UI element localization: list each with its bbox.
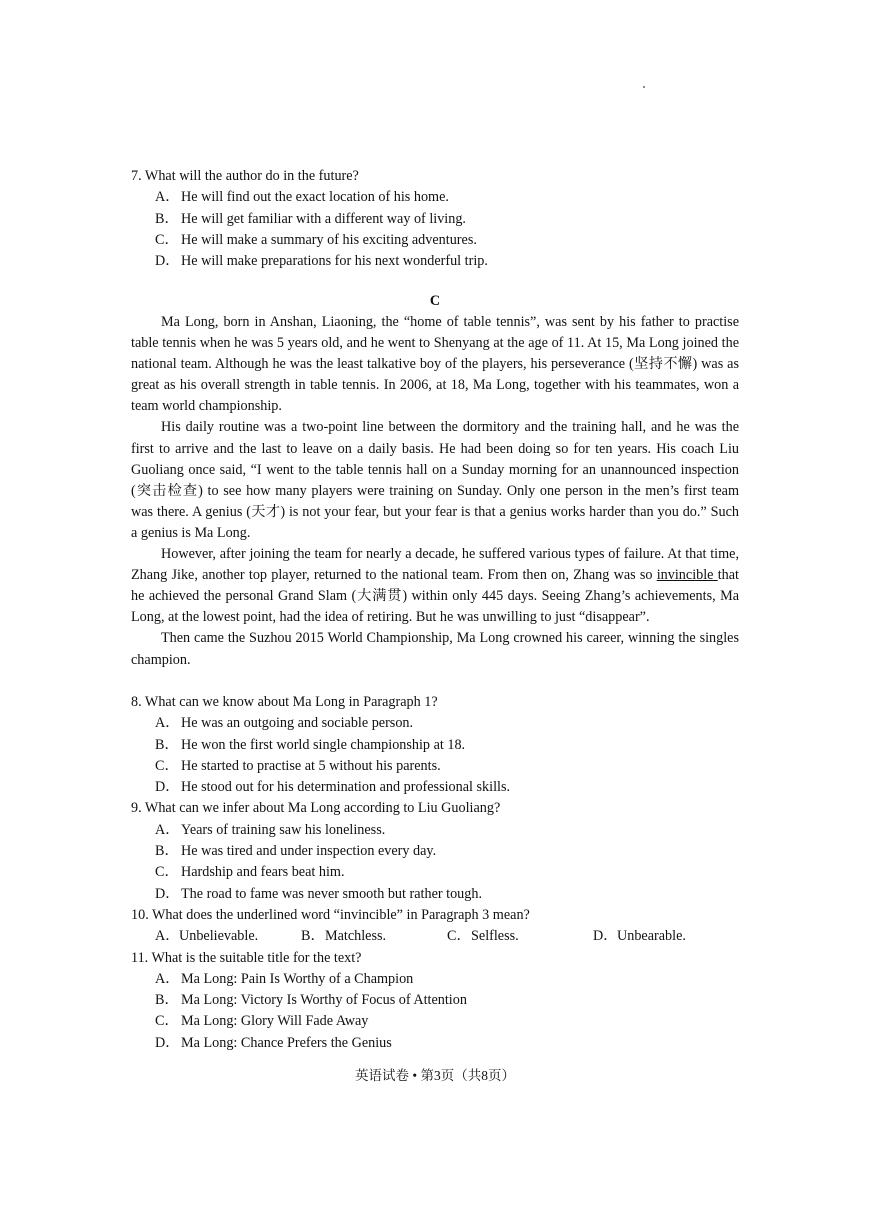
underlined-word-invincible: invincible [656, 567, 718, 584]
passage-paragraph-2: His daily routine was a two-point line between the dormitory and the training hall, and he was the first to arrive and the last to leave on a daily basis. He had been doing so for ten years. His coach Liu Guoliang once said, “I went to the table tennis hall on a Sunday morning for an unannounced inspection (突击检查) to see how many players were training on Sunday. Only one person in the men’s first team was there. A genius (天才) is not your fear, but your fear is that a genius works harder than you do.” Such a genius is Ma Long. [131, 419, 739, 541]
question-10-option-b: B．Matchless. [301, 928, 387, 945]
questions-8-to-11 [131, 692, 739, 1054]
passage-paragraph-1: Ma Long, born in Anshan, Liaoning, the “home of table tennis”, was sent by his father to practise table tennis when he was 5 years old, and he went to Shenyang at the age of 11. At 15, Ma Long joined the national team. Although he was the least talkative boy of the players, his perseverance (坚持不懈) was as great as his overall strength in table tennis. In 2006, at 18, Ma Long, together with his teammates, won a team world championship. [131, 314, 739, 415]
question-11-option-b: B． Ma Long: Victory Is Worthy of Focus of Attention [155, 992, 467, 1009]
question-10-options [155, 926, 739, 947]
reading-passage-c [131, 284, 739, 671]
question-10-option-c: C．Selfless. [447, 928, 519, 945]
question-7-option-b: B． He will get familiar with a different way of living. [155, 210, 466, 227]
page-footer: 英语试卷 • 第3页（共8页） [355, 1068, 515, 1083]
passage-paragraph-4: Then came the Suzhou 2015 World Championship, Ma Long crowned his career, winning the singles champion. [131, 630, 739, 668]
question-11-option-d: D． Ma Long: Chance Prefers the Genius [155, 1034, 392, 1051]
question-9-option-d: D． The road to fame was never smooth but rather tough. [155, 885, 482, 902]
question-7-option-a: A． He will find out the exact location of his home. [155, 189, 449, 206]
question-7-option-c: C． He will make a summary of his exciting adventures. [155, 231, 477, 248]
question-10-stem: 10. What does the underlined word “invincible” in Paragraph 3 mean? [131, 906, 530, 923]
question-8-option-a: A． He was an outgoing and sociable person. [155, 715, 414, 732]
question-9-option-b: B． He was tired and under inspection every day. [155, 843, 437, 860]
question-10-option-a: A．Unbelievable. [155, 928, 259, 945]
question-9-option-a: A． Years of training saw his loneliness. [155, 821, 386, 838]
question-7-stem: 7. What will the author do in the future? [131, 168, 359, 184]
question-7 [131, 166, 739, 272]
section-heading: C [429, 293, 441, 309]
question-7-option-d: D． He will make preparations for his next wonderful trip. [155, 253, 488, 270]
question-8-stem: 8. What can we know about Ma Long in Paragraph 1? [131, 694, 438, 710]
passage-paragraph-3: However, after joining the team for nearly a decade, he suffered various types of failure. At that time, Zhang Jike, another top player, returned to the national team. From then on, Zhang was so invincible that he achieved the personal Grand Slam (大满贯) within only 445 days. Seeing Zhang’s achievements, Ma Long, at the lowest point, had the idea of retiring. But he was unwilling to just “disappear”. [131, 546, 739, 626]
question-11-option-c: C． Ma Long: Glory Will Fade Away [155, 1013, 369, 1030]
question-11-stem: 11. What is the suitable title for the text? [131, 949, 362, 966]
scan-speck [643, 86, 645, 88]
question-9-stem: 9. What can we infer about Ma Long according to Liu Guoliang? [131, 800, 501, 817]
question-9-option-c: C． Hardship and fears beat him. [155, 864, 345, 881]
question-8-option-d: D． He stood out for his determination and professional skills. [155, 779, 511, 796]
question-8-option-c: C． He started to practise at 5 without his parents. [155, 757, 441, 774]
question-10-option-d: D．Unbearable. [593, 928, 686, 945]
question-8-option-b: B． He won the first world single championship at 18. [155, 736, 466, 753]
question-11-option-a: A． Ma Long: Pain Is Worthy of a Champion [155, 970, 414, 987]
